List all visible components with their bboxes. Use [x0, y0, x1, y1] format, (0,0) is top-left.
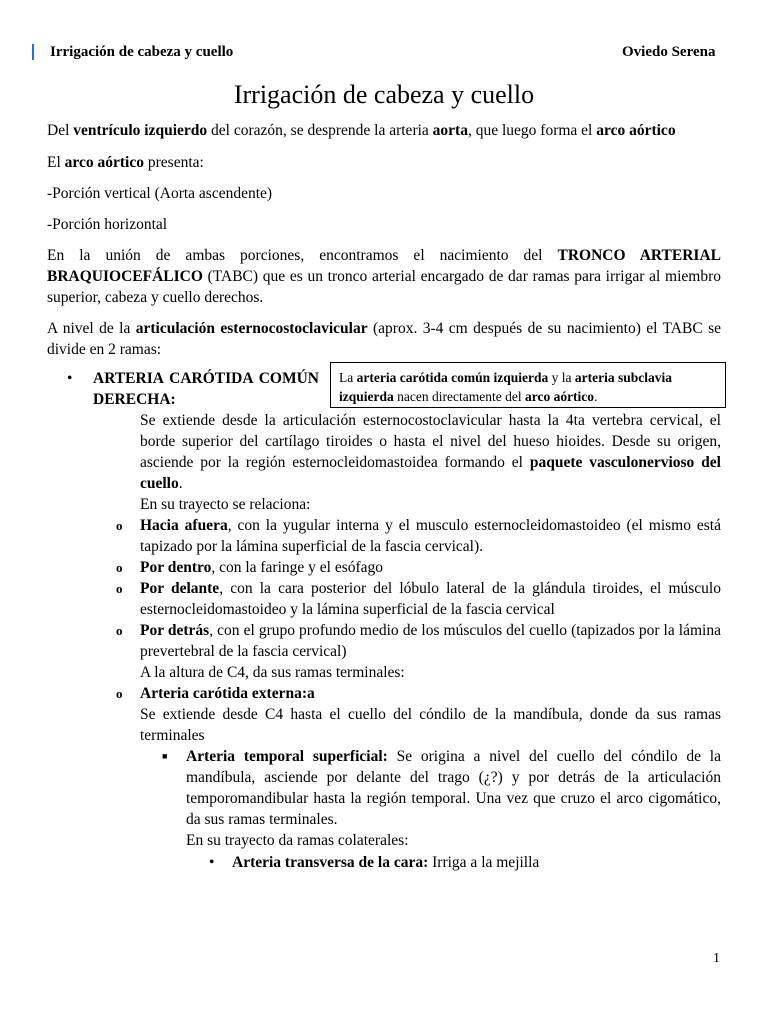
page-header: [0, 40, 768, 64]
document-title: Irrigación de cabeza y cuello: [233, 80, 535, 109]
external-carotid-item: o Arteria carótida externa:a Se extiende desde C4 hasta el cuello del cóndilo de la mandíbula, donde da sus ramas terminales: [116, 685, 721, 744]
relation-item: o Por detrás, con el grupo profundo medio de los músculos del cuello (tapizados por la lámina prevertebral de la fascia cervical): [116, 622, 721, 660]
paragraph-vertical-portion: -Porción vertical (Aorta ascendente): [47, 185, 273, 202]
text-cursor: [32, 44, 34, 60]
collateral-item: • Arteria transversa de la cara: Irriga a la mejilla: [209, 854, 540, 871]
paragraph-arch: El arco aórtico presenta:: [47, 154, 204, 171]
relation-item: o Hacia afuera, con la yugular interna y el musculo esternocleidomastoideo (el mismo está tapizado por la lámina superficial de la fascia cervical).: [116, 517, 721, 555]
note-box: La arteria carótida común izquierda y la arteria subclavia izquierda nacen directamente del arco aórtico.: [330, 362, 726, 408]
external-carotid-desc: Se extiende desde C4 hasta el cuello del cóndilo de la mandíbula, donde da sus ramas terminales: [140, 706, 721, 744]
collateral-intro: En su trayecto da ramas colaterales:: [186, 832, 409, 849]
paragraph-horizontal-portion: -Porción horizontal: [47, 216, 168, 233]
bullet-marker: •: [67, 370, 73, 387]
temporal-artery-item: ■ Arteria temporal superficial: Se origina a nivel del cuello del cóndilo de la mandíbula, asciende por delante del trago (¿?) y por detrás de la articulación temporomandibular hasta la región temporal. Una vez que cruzo el arco cigomático, da sus ramas terminales. En su trayecto da ramas colaterales:: [162, 748, 721, 849]
external-carotid-heading: Arteria carótida externa:a: [140, 685, 315, 702]
paragraph-tabc: En la unión de ambas porciones, encontramos el nacimiento del TRONCO ARTERIAL BRAQUIOCEFÁLICO (TABC) que es un tronco arterial encargado de dar ramas para irrigar al miembro superior, cabeza y cuello derechos.: [47, 247, 721, 306]
carotid-heading: ARTERIA CARÓTIDA COMÚN DERECHA:: [93, 370, 319, 408]
page-number: 1: [713, 951, 720, 966]
carotid-description: Se extiende desde la articulación esternocostoclavicular hasta la 4ta vertebra cervical, el borde superior del cartílago tiroides o hasta el nivel del hueso hioides. Desde su origen, asciende por la región esternocleidomastoidea formando el paquete vasculonervioso del cuello. En su trayecto se relaciona:: [140, 412, 721, 513]
paragraph-division: A nivel de la articulación esternocostoclavicular (aprox. 3-4 cm después de su nacimiento) el TABC se divide en 2 ramas:: [47, 320, 721, 358]
document-body: [47, 120, 721, 873]
terminal-intro: A la altura de C4, da sus ramas terminales:: [140, 664, 405, 681]
header-author: Oviedo Serena: [622, 44, 716, 60]
relations-intro: En su trayecto se relaciona:: [140, 496, 311, 513]
paragraph-intro: Del ventrículo izquierdo del corazón, se desprende la arteria aorta, que luego forma el arco aórtico: [47, 122, 676, 139]
relation-item: o Por dentro, con la faringe y el esófago: [116, 559, 384, 576]
header-title: Irrigación de cabeza y cuello: [50, 44, 234, 60]
relation-item: o Por delante, con la cara posterior del lóbulo lateral de la glándula tiroides, el músculo esternocleidomastoideo y la lámina superficial de la fascia cervical: [116, 580, 721, 618]
